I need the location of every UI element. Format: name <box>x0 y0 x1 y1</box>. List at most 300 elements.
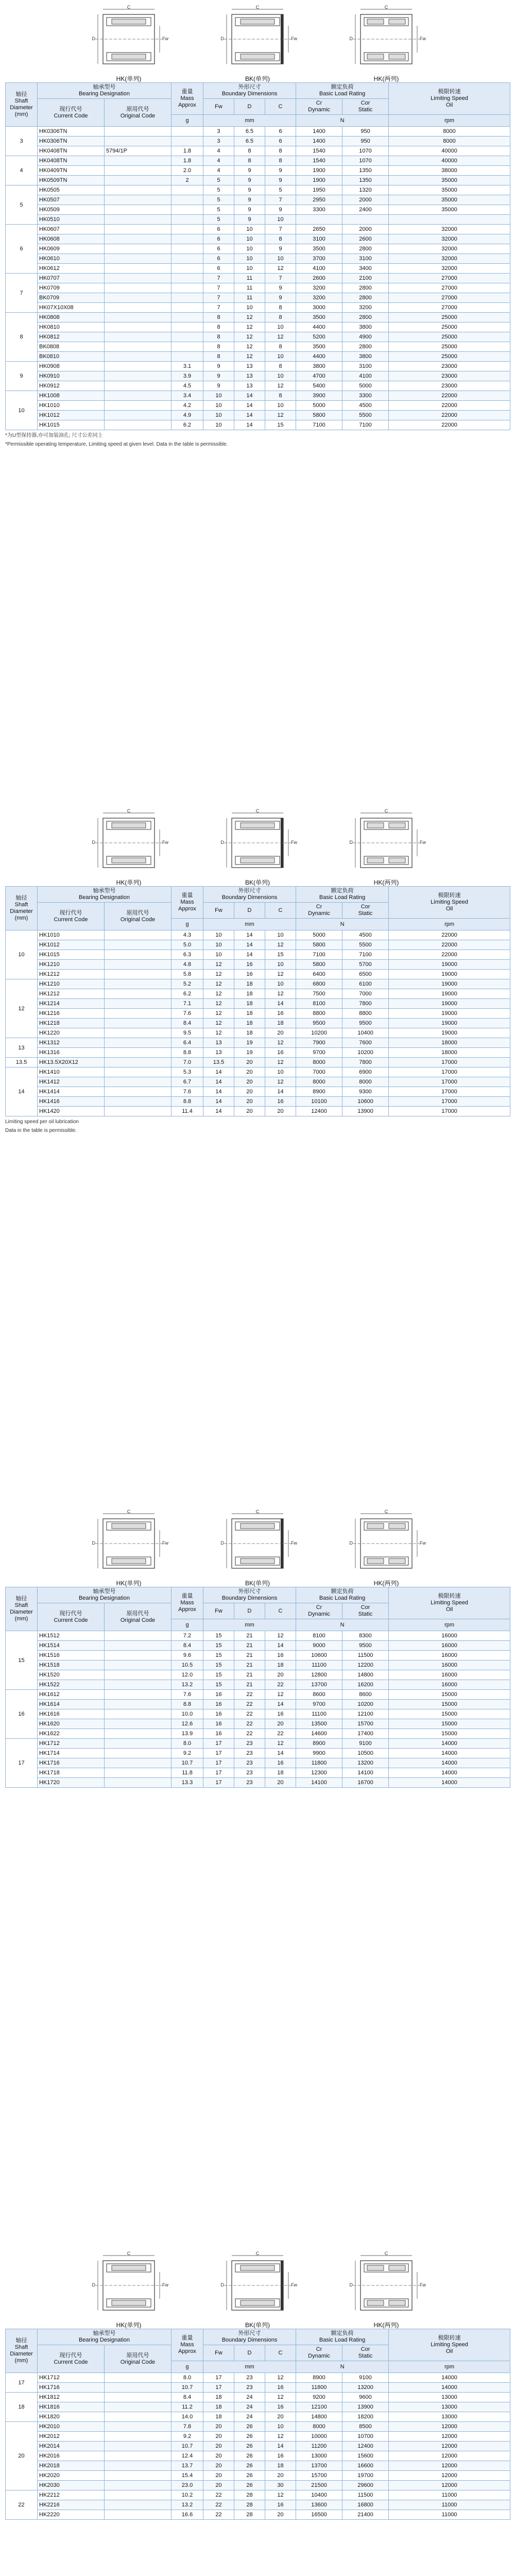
table-cell: 12 <box>234 313 265 323</box>
table-cell: 9900 <box>296 1749 342 1758</box>
table-cell: 8100 <box>296 999 342 1009</box>
table-cell: 13000 <box>296 2451 342 2461</box>
table-cell: HK1614 <box>38 1700 105 1709</box>
table-row <box>6 401 510 411</box>
header-load-rating: 额定负荷 Basic Load Rating <box>296 1587 389 1603</box>
table-cell: HK2212 <box>38 2490 105 2500</box>
table-cell: 12.0 <box>171 1670 203 1680</box>
table-cell <box>171 127 203 137</box>
table-row <box>6 176 510 185</box>
table-cell: 7.6 <box>171 1690 203 1700</box>
table-cell: 15000 <box>389 1729 510 1739</box>
table-cell: 16 <box>265 1097 296 1107</box>
table-cell: 10.5 <box>171 1660 203 1670</box>
table-cell: 5 <box>265 185 296 195</box>
table-cell: 9700 <box>296 1048 342 1058</box>
table-row <box>6 1067 510 1077</box>
table-cell: 12 <box>203 970 234 979</box>
table-cell: 8.8 <box>171 1097 203 1107</box>
table-cell: 9 <box>203 371 234 381</box>
table-cell: 21 <box>234 1680 265 1690</box>
table-cell: 8000 <box>342 1077 389 1087</box>
table-cell: 16000 <box>389 1660 510 1670</box>
table-cell: 14 <box>265 1700 296 1709</box>
bearing-table <box>5 886 510 1116</box>
table-cell: HK2012 <box>38 2432 105 2442</box>
table-cell: HK0810 <box>38 323 105 332</box>
table-cell: 8900 <box>296 1087 342 1097</box>
table-cell: 18 <box>203 2412 234 2422</box>
table-cell: 7800 <box>342 999 389 1009</box>
table-cell: 8 <box>265 391 296 401</box>
table-cell: 35000 <box>389 195 510 205</box>
table-cell: 15700 <box>296 2471 342 2481</box>
shaft-diameter-cell: 6 <box>6 225 38 274</box>
table-cell: 18 <box>234 979 265 989</box>
table-cell: 12 <box>265 2393 296 2402</box>
table-cell: 12.4 <box>171 2451 203 2461</box>
bearing-table <box>5 82 510 430</box>
table-row <box>6 2383 510 2393</box>
table-cell: 3300 <box>342 391 389 401</box>
table-cell: 2.0 <box>171 166 203 176</box>
table-row <box>6 234 510 244</box>
table-cell: 5.8 <box>171 970 203 979</box>
table-cell <box>105 2383 171 2393</box>
header-dimension: Fw <box>203 99 234 115</box>
table-cell: 1320 <box>342 185 389 195</box>
table-cell: HK2030 <box>38 2481 105 2490</box>
table-cell <box>105 1097 171 1107</box>
table-cell: 14 <box>234 401 265 411</box>
table-cell: 9 <box>234 215 265 225</box>
header-boundary: 外形尺寸 Boundary Dimensions <box>203 83 296 99</box>
table-cell: 20 <box>203 2432 234 2442</box>
table-cell: 14100 <box>342 1768 389 1778</box>
table-cell <box>105 342 171 352</box>
header-current-code: 现行代号 Current Code <box>38 99 105 127</box>
table-row <box>6 225 510 234</box>
table-cell: 20 <box>203 2451 234 2461</box>
table-row <box>6 195 510 205</box>
table-cell: 15000 <box>389 1700 510 1709</box>
table-cell <box>105 2402 171 2412</box>
table-cell: 9500 <box>342 1019 389 1028</box>
table-cell: 16000 <box>389 1670 510 1680</box>
table-cell: 2650 <box>296 225 342 234</box>
table-cell: 17 <box>203 2373 234 2383</box>
table-cell <box>105 2500 171 2510</box>
table-cell: 10 <box>203 411 234 420</box>
table-cell: HK07X10X08 <box>38 303 105 313</box>
table-cell <box>105 1680 171 1690</box>
table-cell <box>105 1719 171 1729</box>
table-cell <box>105 156 171 166</box>
table-cell: 18 <box>265 1019 296 1028</box>
table-cell: 5800 <box>296 940 342 950</box>
table-row <box>6 940 510 950</box>
table-cell: 10 <box>265 1067 296 1077</box>
svg-text:C: C <box>384 809 388 814</box>
table-cell: 9200 <box>296 2393 342 2402</box>
header-dimension: D <box>234 903 265 919</box>
table-cell <box>105 2461 171 2471</box>
table-cell: 15 <box>203 1670 234 1680</box>
header-dimension: D <box>234 1603 265 1619</box>
table-cell: 12 <box>234 342 265 352</box>
table-cell: 5000 <box>296 401 342 411</box>
table-cell: 7800 <box>342 1058 389 1067</box>
table-cell: 4 <box>203 156 234 166</box>
table-cell: 32000 <box>389 225 510 234</box>
table-cell: 1950 <box>296 185 342 195</box>
table-cell: 10.7 <box>171 2442 203 2451</box>
table-cell: 14600 <box>296 1729 342 1739</box>
table-cell: 19 <box>234 1038 265 1048</box>
table-cell: 10 <box>265 401 296 411</box>
table-cell: 6400 <box>296 970 342 979</box>
table-cell: 10600 <box>296 1651 342 1660</box>
table-cell: 3 <box>203 137 234 146</box>
table-cell: 6 <box>203 234 234 244</box>
table-row <box>6 2442 510 2451</box>
shaft-diameter-cell: 13 <box>6 1038 38 1058</box>
svg-text:D: D <box>220 36 224 41</box>
table-cell: HK2014 <box>38 2442 105 2451</box>
table-cell: 8 <box>265 146 296 156</box>
table-cell: 14 <box>234 950 265 960</box>
header-dimension: Fw <box>203 2345 234 2361</box>
table-cell: 20 <box>234 1097 265 1107</box>
table-cell <box>342 215 389 225</box>
table-cell: 9 <box>203 362 234 371</box>
svg-text:Fw: Fw <box>162 36 168 41</box>
table-cell <box>171 234 203 244</box>
svg-text:C: C <box>127 1510 131 1514</box>
table-row <box>6 391 510 401</box>
table-cell: 4400 <box>296 323 342 332</box>
svg-text:C: C <box>255 2251 260 2256</box>
bearing-diagram <box>337 5 435 82</box>
table-cell: 15 <box>203 1641 234 1651</box>
table-cell: 8600 <box>296 1690 342 1700</box>
table-cell <box>105 401 171 411</box>
table-cell: 19000 <box>389 1019 510 1028</box>
table-cell: 9100 <box>342 1739 389 1749</box>
table-cell: 19000 <box>389 979 510 989</box>
table-cell: 1.8 <box>171 156 203 166</box>
table-cell <box>105 1758 171 1768</box>
table-cell: 13000 <box>389 2393 510 2402</box>
header-speed: 极限转速 Limiting Speed Oil <box>389 2329 510 2361</box>
table-cell: HK1220 <box>38 1028 105 1038</box>
table-cell: 9.2 <box>171 2432 203 2442</box>
table-cell <box>105 303 171 313</box>
table-cell: 18 <box>234 1019 265 1028</box>
table-cell: HK1716 <box>38 2383 105 2393</box>
table-cell: 20 <box>234 1067 265 1077</box>
table-row <box>6 283 510 293</box>
table-cell: HK1620 <box>38 1719 105 1729</box>
table-cell: 19700 <box>342 2471 389 2481</box>
table-cell: 15 <box>265 420 296 430</box>
table-cell <box>105 420 171 430</box>
table-cell: 2 <box>171 176 203 185</box>
table-cell: 20 <box>203 2422 234 2432</box>
table-cell: 18 <box>234 1028 265 1038</box>
table-cell <box>105 332 171 342</box>
shaft-diameter-cell: 3 <box>6 127 38 156</box>
table-cell: 2600 <box>296 274 342 283</box>
header-cor: Cor Static <box>342 1603 389 1619</box>
table-cell <box>105 2442 171 2451</box>
table-cell <box>105 2510 171 2520</box>
table-cell: 32000 <box>389 254 510 264</box>
table-cell: HK0808 <box>38 313 105 323</box>
table-cell: 17000 <box>389 1107 510 1116</box>
table-cell: HK1820 <box>38 2412 105 2422</box>
table-cell: 17000 <box>389 1097 510 1107</box>
table-cell: 24 <box>234 2402 265 2412</box>
svg-text:Fw: Fw <box>291 1540 297 1546</box>
table-cell: 14000 <box>389 1778 510 1788</box>
table-row <box>6 2402 510 2412</box>
table-row <box>6 342 510 352</box>
table-cell: 12 <box>265 332 296 342</box>
table-cell: 12000 <box>389 2442 510 2451</box>
header-unit-mm: mm <box>203 1619 296 1631</box>
table-cell: 10200 <box>342 1048 389 1058</box>
table-row <box>6 205 510 215</box>
table-cell: 3200 <box>296 283 342 293</box>
table-cell: HK0610 <box>38 254 105 264</box>
header-unit-g: g <box>171 2361 203 2373</box>
table-cell: 24 <box>234 2412 265 2422</box>
table-cell: 18 <box>265 2461 296 2471</box>
table-cell: 12 <box>265 264 296 274</box>
table-cell: 8.4 <box>171 1641 203 1651</box>
table-cell: 12 <box>265 2432 296 2442</box>
bearing-diagram <box>80 2251 178 2329</box>
table-cell: 1900 <box>296 176 342 185</box>
table-cell: 17 <box>203 1768 234 1778</box>
table-cell: 16 <box>265 2402 296 2412</box>
svg-text:D: D <box>220 1540 224 1546</box>
table-cell: 9 <box>234 195 265 205</box>
table-cell: 7 <box>265 195 296 205</box>
table-cell: 32000 <box>389 264 510 274</box>
table-cell: 10.2 <box>171 2490 203 2500</box>
table-cell: 8300 <box>342 1631 389 1641</box>
table-cell <box>105 234 171 244</box>
table-cell: 19000 <box>389 989 510 999</box>
shaft-diameter-cell: 5 <box>6 185 38 225</box>
table-cell <box>171 332 203 342</box>
table-cell: 9 <box>234 176 265 185</box>
table-cell: HK1420 <box>38 1107 105 1116</box>
table-row <box>6 1058 510 1067</box>
table-cell: 10 <box>265 979 296 989</box>
table-cell: 3800 <box>296 362 342 371</box>
table-cell <box>105 1107 171 1116</box>
table-cell: 12 <box>265 989 296 999</box>
table-cell: 15 <box>203 1660 234 1670</box>
table-cell: 2100 <box>342 274 389 283</box>
table-cell: 12000 <box>389 2451 510 2461</box>
table-cell: 7000 <box>296 1067 342 1077</box>
table-cell: 5800 <box>296 960 342 970</box>
table-cell: 3100 <box>296 234 342 244</box>
table-cell: 7.8 <box>171 2422 203 2432</box>
table-cell: 7.2 <box>171 1631 203 1641</box>
table-cell: HK0608 <box>38 234 105 244</box>
table-cell: HK0910 <box>38 371 105 381</box>
diagram-caption: HK(单列) <box>116 879 142 886</box>
table-cell: 14000 <box>389 2383 510 2393</box>
table-cell: 10 <box>234 254 265 264</box>
table-cell: 12 <box>265 411 296 420</box>
table-cell: HK1218 <box>38 1019 105 1028</box>
table-cell: 8.0 <box>171 2373 203 2383</box>
header-unit-mm: mm <box>203 919 296 930</box>
table-cell: 13000 <box>389 2412 510 2422</box>
table-cell: 26 <box>234 2451 265 2461</box>
table-cell: HK0812 <box>38 332 105 342</box>
table-cell: 8.4 <box>171 2393 203 2402</box>
table-cell: 22 <box>234 1700 265 1709</box>
table-cell: 10 <box>234 264 265 274</box>
table-cell: 8000 <box>296 2422 342 2432</box>
header-designation: 轴承型号 Bearing Designation <box>38 1587 171 1603</box>
header-original-code: 原用代号 Original Code <box>105 1603 171 1631</box>
table-cell: HK1216 <box>38 1009 105 1019</box>
table-cell: 15 <box>265 950 296 960</box>
table-cell: 19 <box>234 1048 265 1058</box>
table-cell: 11 <box>234 293 265 303</box>
table-cell: 23.0 <box>171 2481 203 2490</box>
header-speed: 极限转速 Limiting Speed Oil <box>389 887 510 919</box>
table-cell: 10 <box>203 930 234 940</box>
table-cell: 16000 <box>389 1631 510 1641</box>
table-cell: 9 <box>265 244 296 254</box>
table-cell: 14 <box>265 2442 296 2451</box>
header-cr: Cr Dynamic <box>296 903 342 919</box>
svg-text:C: C <box>255 809 260 814</box>
bearing-table <box>5 1587 510 1788</box>
table-cell: 22000 <box>389 930 510 940</box>
table-cell: HK1214 <box>38 999 105 1009</box>
table-cell <box>105 371 171 381</box>
table-cell: 1350 <box>342 176 389 185</box>
header-mass: 重量 Mass Approx <box>171 83 203 115</box>
table-cell: 10500 <box>342 1749 389 1758</box>
table-cell: 15000 <box>389 1719 510 1729</box>
table-cell: HK0908 <box>38 362 105 371</box>
table-cell: 12 <box>265 1631 296 1641</box>
table-cell: 12400 <box>342 2442 389 2451</box>
table-cell: 14000 <box>389 1768 510 1778</box>
table-cell: 16 <box>265 1709 296 1719</box>
shaft-diameter-cell: 7 <box>6 274 38 313</box>
table-cell <box>171 264 203 274</box>
table-cell: 8.8 <box>171 1700 203 1709</box>
table-cell: 13900 <box>342 1107 389 1116</box>
table-cell <box>105 215 171 225</box>
table-row <box>6 362 510 371</box>
header-speed: 极限转速 Limiting Speed Oil <box>389 83 510 115</box>
table-cell: 12000 <box>389 2461 510 2471</box>
table-cell: 9000 <box>296 1641 342 1651</box>
table-cell <box>389 215 510 225</box>
table-cell: 9 <box>265 176 296 185</box>
header-unit-g: g <box>171 919 203 930</box>
table-row <box>6 1077 510 1087</box>
svg-text:C: C <box>255 5 260 10</box>
svg-text:Fw: Fw <box>291 840 297 845</box>
table-cell: 8 <box>265 313 296 323</box>
table-cell: 4100 <box>342 371 389 381</box>
table-cell: 12000 <box>389 2422 510 2432</box>
table-cell: 22 <box>203 2510 234 2520</box>
header-load-rating: 额定负荷 Basic Load Rating <box>296 887 389 903</box>
table-cell <box>105 1651 171 1660</box>
table-cell: HK0607 <box>38 225 105 234</box>
table-cell: 5 <box>203 195 234 205</box>
table-cell: 4 <box>203 166 234 176</box>
table-cell: 22000 <box>389 950 510 960</box>
table-cell: 8 <box>203 313 234 323</box>
table-cell: 11.8 <box>171 1768 203 1778</box>
bearing-diagram <box>209 1510 306 1587</box>
table-cell: 6 <box>203 244 234 254</box>
table-cell: HK1210 <box>38 979 105 989</box>
table-cell: 20 <box>234 1058 265 1067</box>
table-cell: 9 <box>265 205 296 215</box>
table-cell: 13700 <box>296 1680 342 1690</box>
svg-text:C: C <box>127 809 131 814</box>
table-cell: 14000 <box>389 2373 510 2383</box>
table-cell: 14 <box>234 420 265 430</box>
table-cell: 12 <box>203 1009 234 1019</box>
table-cell: 7.1 <box>171 999 203 1009</box>
table-cell: 8600 <box>342 1690 389 1700</box>
table-cell: 12.6 <box>171 1719 203 1729</box>
table-cell: 8900 <box>296 2373 342 2383</box>
bearing-diagram <box>337 809 435 886</box>
table-cell: 18200 <box>342 2412 389 2422</box>
table-row <box>6 1758 510 1768</box>
table-cell: 10 <box>203 401 234 411</box>
table-cell: 13200 <box>342 2383 389 2393</box>
table-cell: 20 <box>265 1107 296 1116</box>
table-row <box>6 1719 510 1729</box>
table-cell: 8000 <box>296 1058 342 1067</box>
svg-text:D: D <box>92 36 95 41</box>
table-row <box>6 1651 510 1660</box>
table-cell: 20 <box>203 2461 234 2471</box>
table-row <box>6 1700 510 1709</box>
table-cell: 14 <box>203 1077 234 1087</box>
table-cell: 12 <box>265 1077 296 1087</box>
table-row <box>6 1097 510 1107</box>
table-cell: 23 <box>234 1758 265 1768</box>
svg-text:Fw: Fw <box>162 2282 168 2287</box>
table-cell: 5 <box>203 215 234 225</box>
header-original-code: 原用代号 Original Code <box>105 2345 171 2373</box>
table-cell: 12400 <box>296 1107 342 1116</box>
table-cell: 27000 <box>389 283 510 293</box>
table-cell: 6.2 <box>171 989 203 999</box>
